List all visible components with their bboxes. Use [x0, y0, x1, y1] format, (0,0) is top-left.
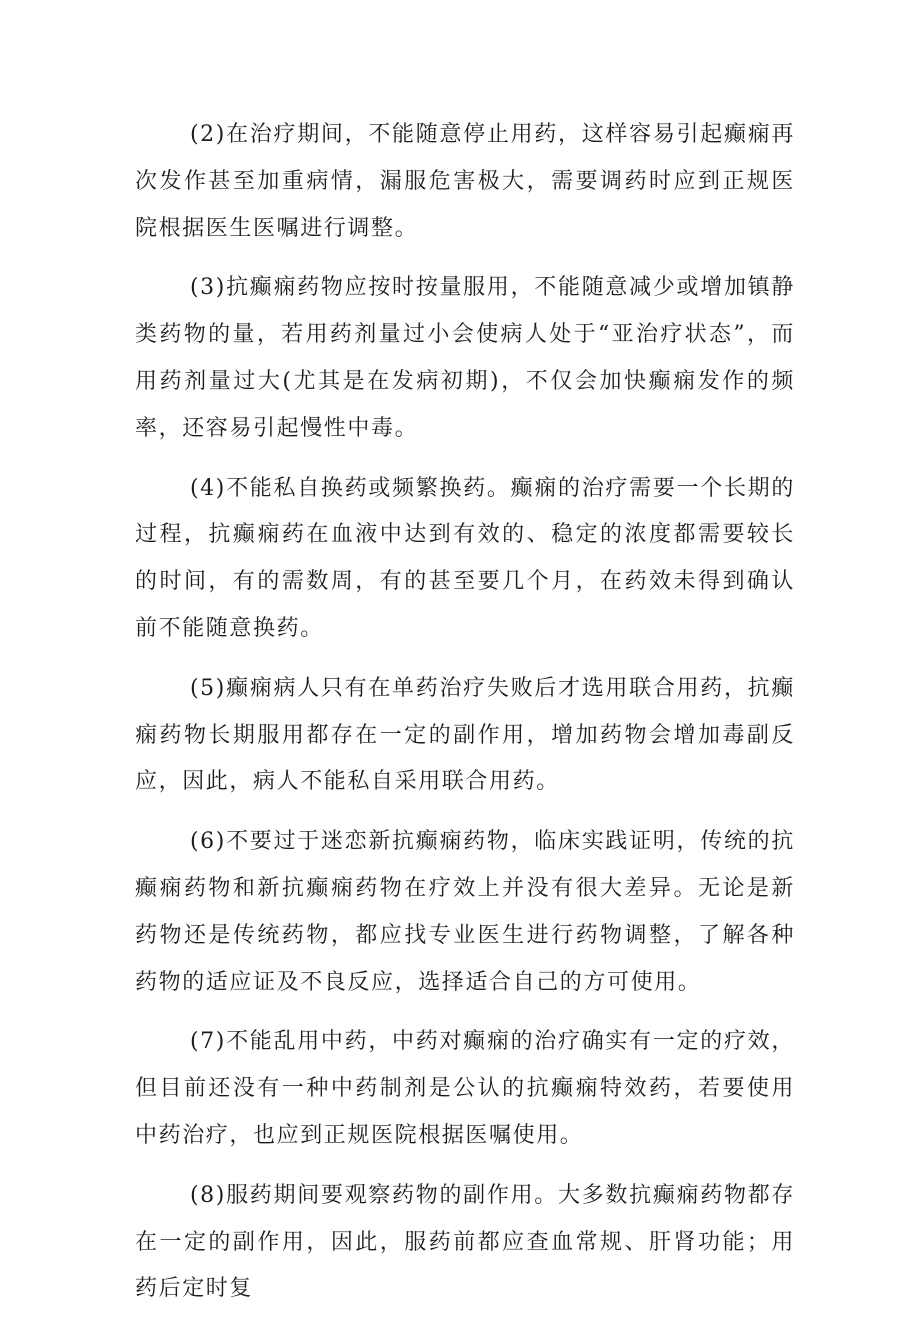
paragraph-5: (5)癫痫病人只有在单药治疗失败后才选用联合用药，抗癫痫药物长期服用都存在一定的副作用，增加药物会增加毒副反应，因此，病人不能私自采用联合用药。: [135, 675, 795, 795]
paragraph-2: (2)在治疗期间，不能随意停止用药，这样容易引起癫痫再次发作甚至加重病情，漏服危害极大，需要调药时应到正规医院根据医生医嘱进行调整。: [135, 122, 795, 241]
paragraph-6: (6)不要过于迷恋新抗癫痫药物，临床实践证明，传统的抗癫痫药物和新抗癫痫药物在疗效上并没有很大差异。无论是新药物还是传统药物，都应找专业医生进行药物调整，了解各种药物的适应证及不良反应，选择适合自己的方可使用。: [135, 829, 795, 995]
paragraph-4: (4)不能私自换药或频繁换药。癫痫的治疗需要一个长期的过程，抗癫痫药在血液中达到有效的、稳定的浓度都需要较长的时间，有的需数周，有的甚至要几个月，在药效未得到确认前不能随意换药。: [135, 475, 795, 641]
paragraph-3: (3)抗癫痫药物应按时按量服用，不能随意减少或增加镇静类药物的量，若用药剂量过小会使病人处于“亚治疗状态”，而用药剂量过大(尤其是在发病初期)，不仅会加快癫痫发作的频率，还容易引起慢性中毒。: [135, 275, 795, 441]
paragraph-7: (7)不能乱用中药，中药对癫痫的治疗确实有一定的疗效，但目前还没有一种中药制剂是公认的抗癫痫特效药，若要使用中药治疗，也应到正规医院根据医嘱使用。: [135, 1029, 795, 1148]
document-body: [135, 112, 795, 1326]
paragraph-8: (8)服药期间要观察药物的副作用。大多数抗癫痫药物都存在一定的副作用，因此，服药前都应查血常规、肝肾功能；用药后定时复: [135, 1182, 795, 1302]
